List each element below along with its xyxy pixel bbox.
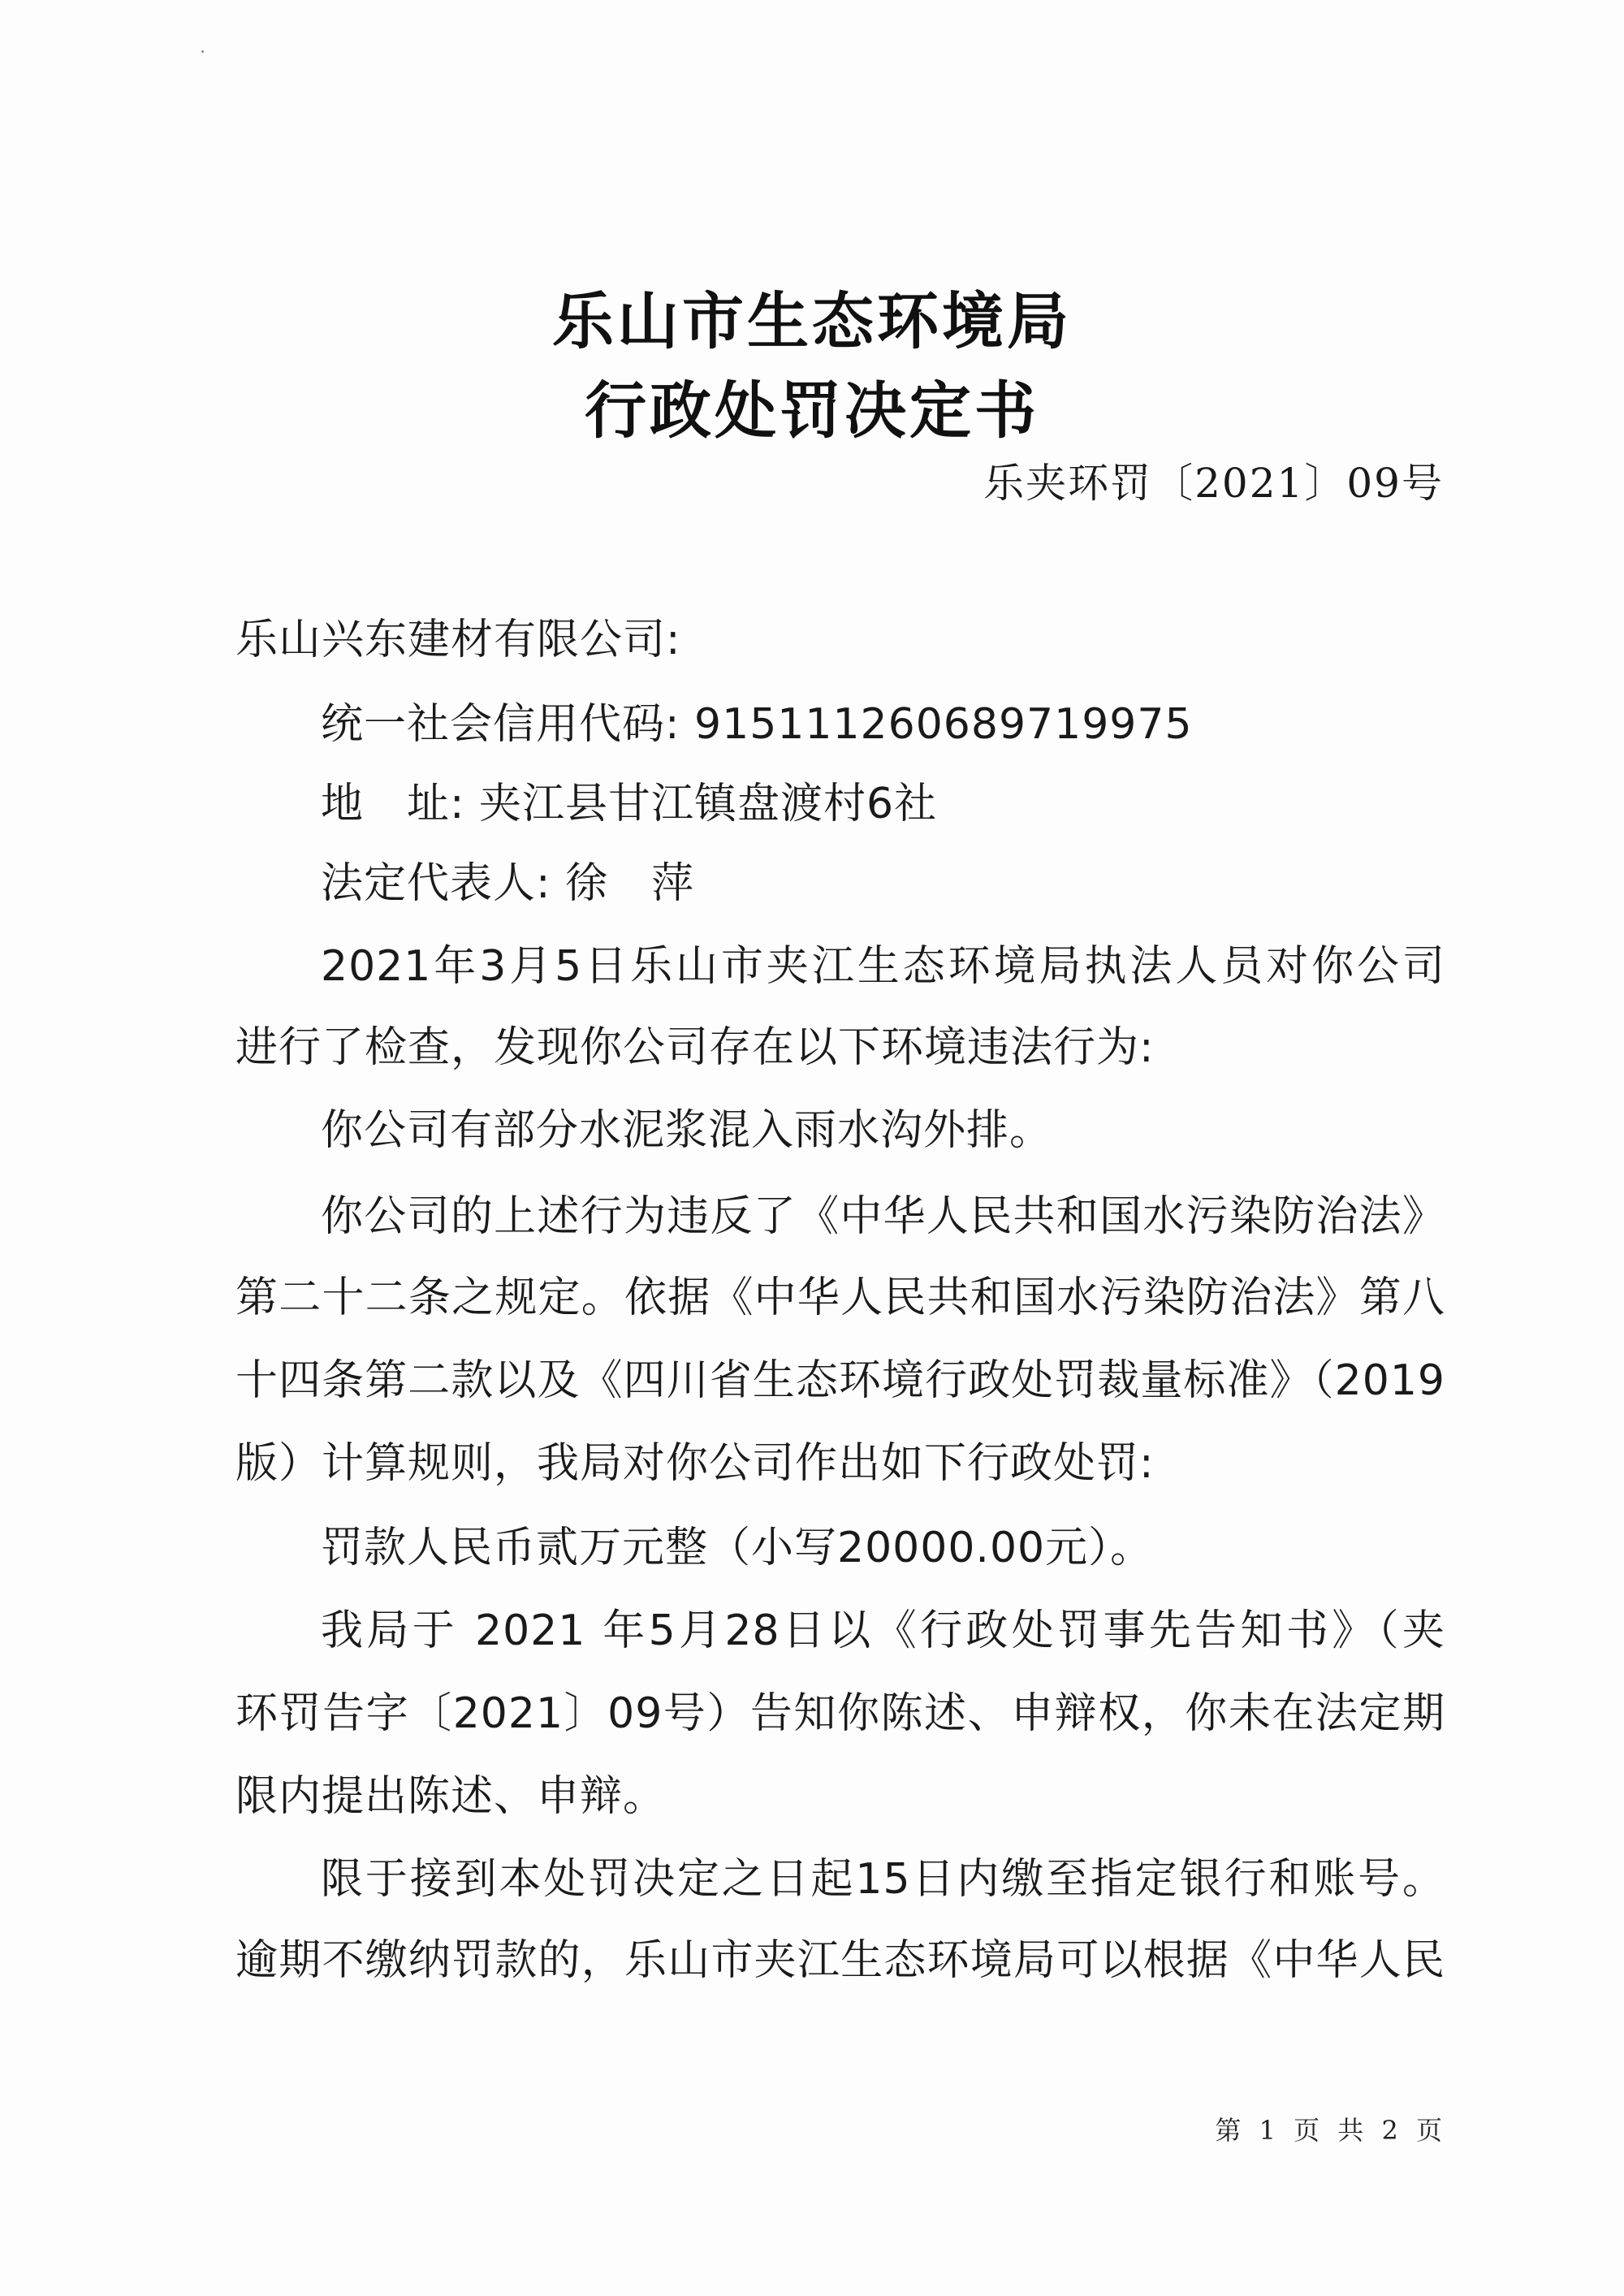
body-line: 你公司的上述行为违反了《中华人民共和国水污染防治法》 bbox=[321, 1192, 1445, 1241]
recipient-company: 乐山兴东建材有限公司: bbox=[235, 616, 681, 664]
body-line: 版）计算规则，我局对你公司作出如下行政处罚: bbox=[235, 1439, 1155, 1488]
body-line: 我局于 2021 年5月28日以《行政处罚事先告知书》（夹 bbox=[321, 1606, 1445, 1655]
document-title-agency: 乐山市生态环境局 bbox=[552, 285, 1072, 357]
body-line: 2021年3月5日乐山市夹江生态环境局执法人员对你公司 bbox=[321, 942, 1445, 991]
document-number: 乐夹环罚〔2021〕09号 bbox=[983, 460, 1444, 507]
payment-deadline: 限于接到本处罚决定之日起15日内缴至指定银行和账号。 bbox=[321, 1855, 1445, 1904]
violation-description: 你公司有部分水泥浆混入雨水沟外排。 bbox=[321, 1106, 1053, 1155]
page-indicator: 第 1 页 共 2 页 bbox=[1215, 2115, 1447, 2146]
body-line: 十四条第二款以及《四川省生态环境行政处罚裁量标准》（2019 bbox=[235, 1356, 1445, 1405]
scan-speck bbox=[201, 50, 204, 53]
body-line: 进行了检查，发现你公司存在以下环境违法行为: bbox=[235, 1023, 1155, 1072]
body-line: 逾期不缴纳罚款的，乐山市夹江生态环境局可以根据《中华人民 bbox=[235, 1936, 1445, 1985]
document-title-type: 行政处罚决定书 bbox=[585, 374, 1039, 447]
legal-representative-line: 法定代表人: 徐 萍 bbox=[321, 859, 695, 908]
address-line: 地 址: 夹江县甘江镇盘渡村6社 bbox=[321, 780, 938, 828]
credit-code-line: 统一社会信用代码: 915111260689719975 bbox=[321, 700, 1193, 749]
body-line: 环罚告字〔2021〕09号）告知你陈述、申辩权，你未在法定期 bbox=[235, 1689, 1445, 1738]
penalty-amount: 罚款人民币贰万元整（小写20000.00元）。 bbox=[321, 1524, 1154, 1572]
body-line: 限内提出陈述、申辩。 bbox=[235, 1772, 667, 1821]
body-line: 第二十二条之规定。依据《中华人民共和国水污染防治法》第八 bbox=[235, 1273, 1445, 1322]
